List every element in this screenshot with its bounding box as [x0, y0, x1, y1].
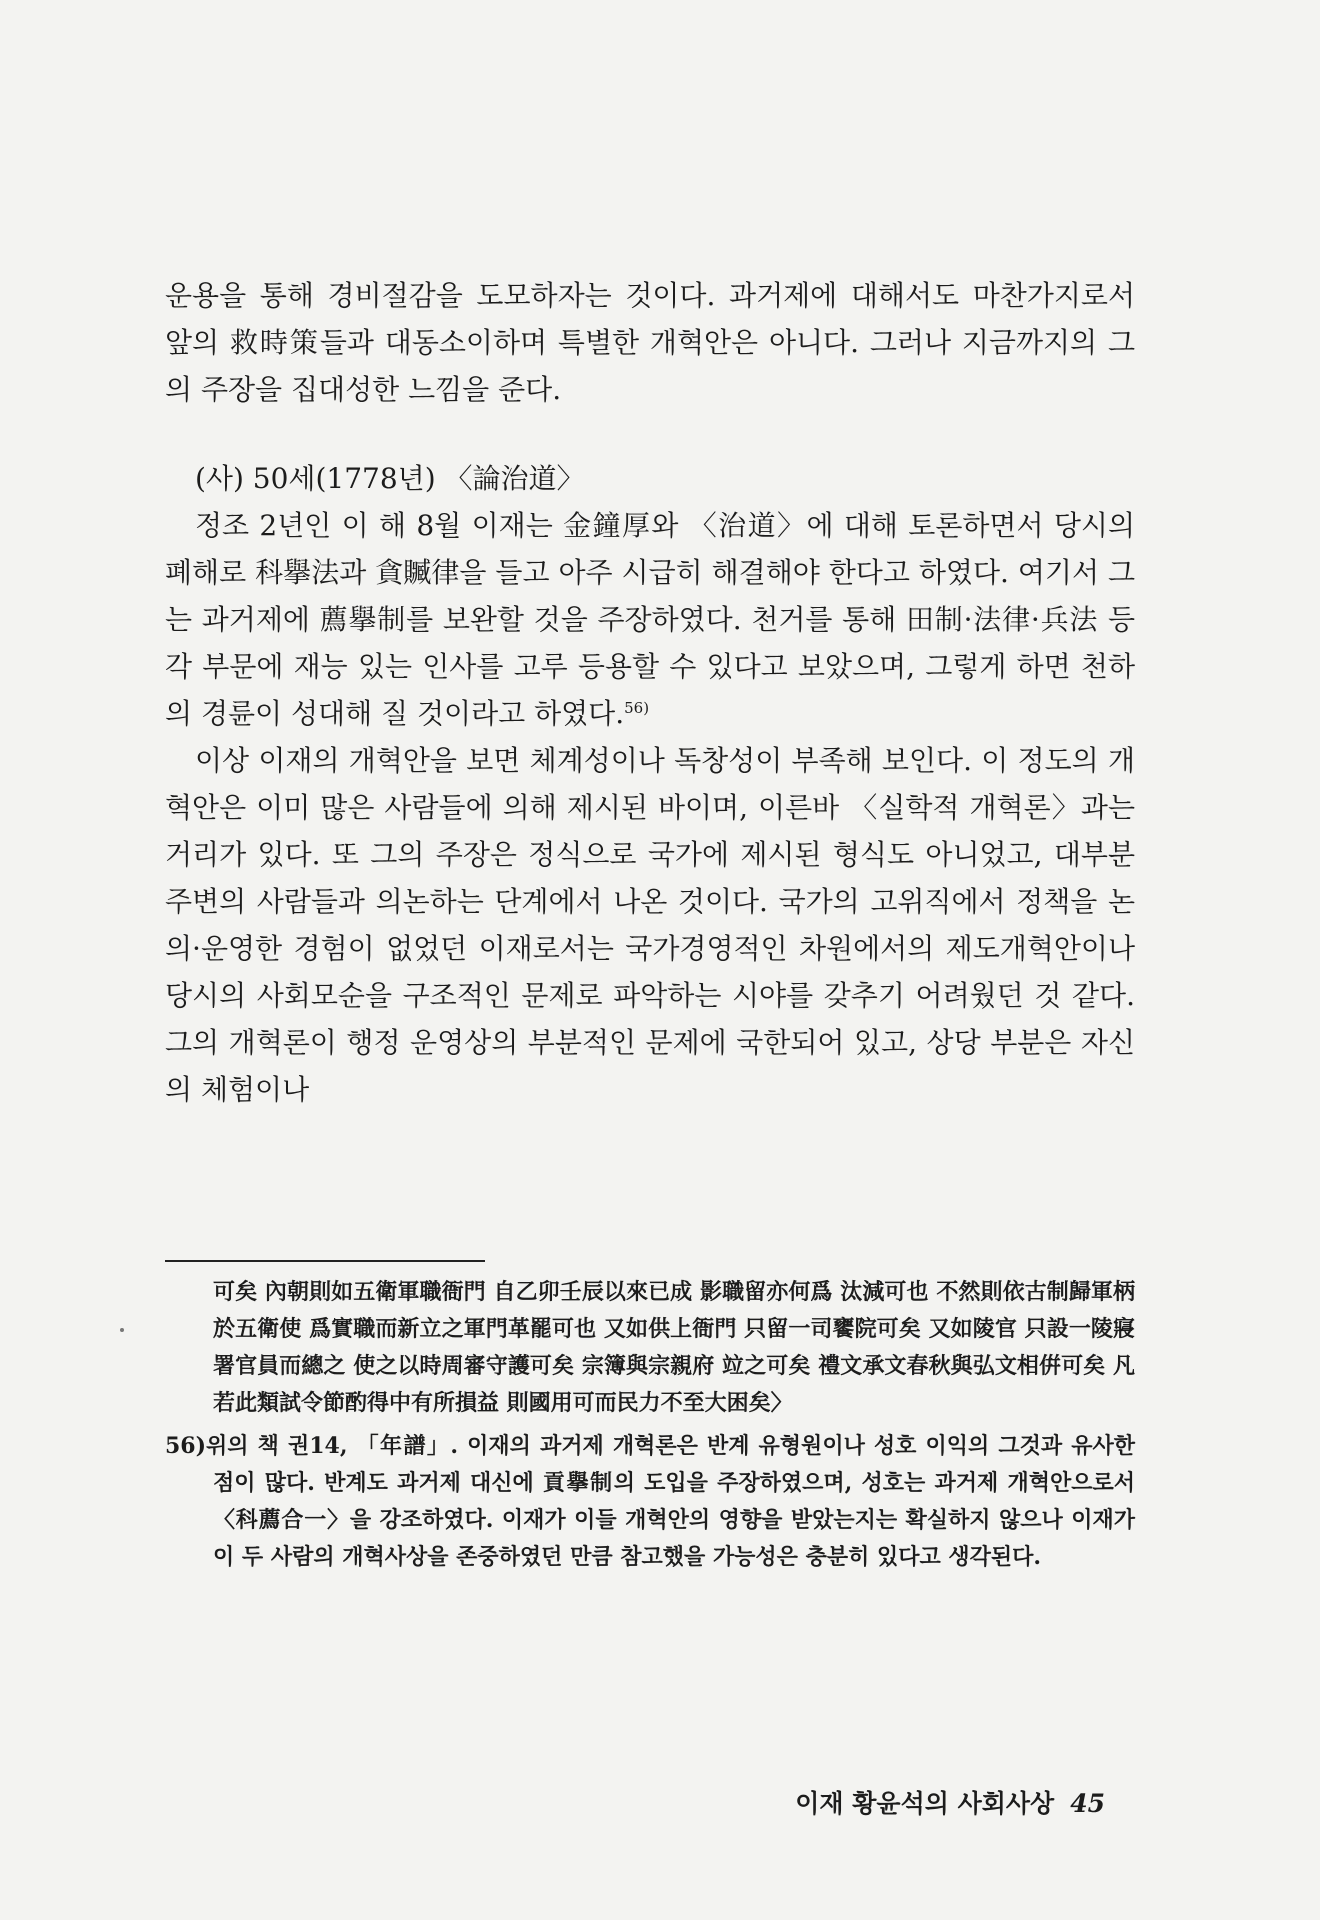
footnote-ref-56: 56)	[624, 699, 650, 717]
running-footer	[795, 1784, 1105, 1820]
footnote-56-text: 위의 책 권14, 「年譜」. 이재의 과거제 개혁론은 반계 유형원이나 성호 이익의 그것과 유사한 점이 많다. 반계도 과거제 대신에 貢擧制의 도입을 주장하였으며, 성호는 과거제 개혁안으로서 〈科薦合一〉을 강조하였다. 이재가 이들 개혁안의 영향을 받았는지는 확실하지 않으나 이재가 이 두 사람의 개혁사상을 존중하였던 만큼 참고했을 가능성은 충분히 있다고 생각된다.	[206, 1433, 1135, 1570]
footnote-divider	[165, 1260, 485, 1262]
scan-speck	[120, 1328, 124, 1332]
section-heading: (사) 50세(1778년) 〈論治道〉	[195, 462, 585, 495]
paragraph-intro: 운용을 통해 경비절감을 도모하자는 것이다. 과거제에 대해서도 마찬가지로서 앞의 救時策들과 대동소이하며 특별한 개혁안은 아니다. 그러나 지금까지의 그의 주장을 집대성한 느낌을 준다.	[165, 279, 1135, 406]
paragraph-1-text: 정조 2년인 이 해 8월 이재는 金鐘厚와 〈治道〉에 대해 토론하면서 당시의 폐해로 科擧法과 貪贓律을 들고 아주 시급히 해결해야 한다고 하였다. 여기서 그는 과거제에 薦擧制를 보완할 것을 주장하였다. 천거를 통해 田制·法律·兵法 등 각 부문에 재능 있는 인사를 고루 등용할 수 있다고 보았으며, 그렇게 하면 천하의 경륜이 성대해 질 것이라고 하였다.	[165, 509, 1135, 730]
footnotes	[165, 1274, 1135, 1576]
page-number: 45	[1070, 1789, 1105, 1818]
body-text	[165, 272, 1135, 1113]
footnote-56-number: 56)	[165, 1433, 207, 1459]
section-gap	[165, 413, 1135, 455]
paragraph-1	[165, 502, 1135, 737]
running-footer-title: 이재 황윤석의 사회사상	[795, 1789, 1055, 1818]
footnote-56	[165, 1428, 1135, 1576]
footnote-continued: 可矣 內朝則如五衛軍職衙門 自乙卯壬辰以來已成 影職留亦何爲 汰減可也 不然則依古制歸軍柄於五衛使 爲實職而新立之軍門革罷可也 又如供上衙門 只留一司饔院可矣 又如陵官 只設一陵寢署官員而總之 使之以時周審守護可矣 宗簿與宗親府 竝之可矣 禮文承文春秋與弘文相倂可矣 凡若此類試令節酌得中有所損益 則國用可而民力不至大困矣〉	[213, 1279, 1135, 1416]
paragraph-2: 이상 이재의 개혁안을 보면 체계성이나 독창성이 부족해 보인다. 이 정도의 개혁안은 이미 많은 사람들에 의해 제시된 바이며, 이른바 〈실학적 개혁론〉과는 거리가 있다. 또 그의 주장은 정식으로 국가에 제시된 형식도 아니었고, 대부분 주변의 사람들과 의논하는 단계에서 나온 것이다. 국가의 고위직에서 정책을 논의·운영한 경험이 없었던 이재로서는 국가경영적인 차원에서의 제도개혁안이나 당시의 사회모순을 구조적인 문제로 파악하는 시야를 갖추기 어려웠던 것 같다. 그의 개혁론이 행정 운영상의 부분적인 문제에 국한되어 있고, 상당 부분은 자신의 체험이나	[165, 744, 1135, 1106]
